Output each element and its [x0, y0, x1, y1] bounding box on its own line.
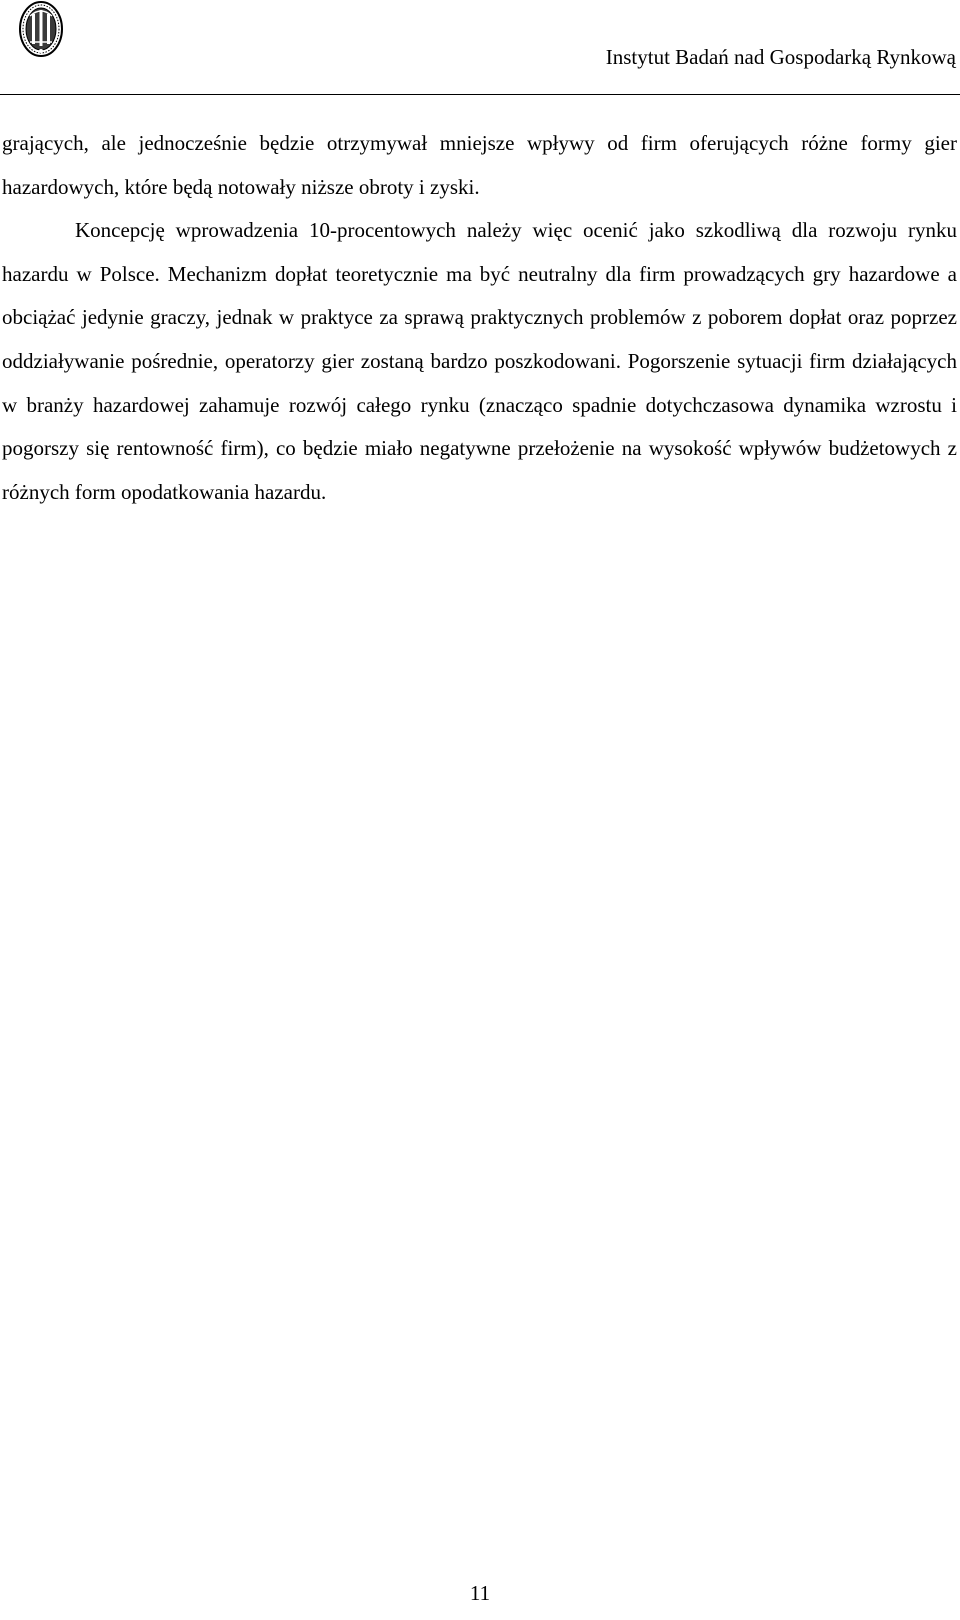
paragraph: grających, ale jednocześnie będzie otrzymywał mniejsze wpływy od firm oferujących różne formy gier hazardowych, które będą notowały niższe obroty i zyski.	[2, 131, 957, 199]
institute-emblem-icon	[18, 0, 64, 62]
page-number: 11	[469, 1581, 491, 1605]
header-divider	[0, 94, 960, 95]
page-header	[0, 0, 960, 96]
main-text	[2, 122, 957, 514]
institute-name: Instytut Badań nad Gospodarką Rynkową	[605, 45, 956, 69]
paragraph: Koncepcję wprowadzenia 10-procentowych należy więc ocenić jako szkodliwą dla rozwoju rynku hazardu w Polsce. Mechanizm dopłat teoretycznie ma być neutralny dla firm prowadzących gry hazardowe a obciążać jedynie graczy, jednak w praktyce za sprawą praktycznych problemów z poborem dopłat oraz poprzez oddziaływanie pośrednie, operatorzy gier zostaną bardzo poszkodowani. Pogorszenie sytuacji firm działających w branży hazardowej zahamuje rozwój całego rynku (znacząco spadnie dotychczasowa dynamika wzrostu i pogorszy się rentowność firm), co będzie miało negatywne przełożenie na wysokość wpływów budżetowych z różnych form opodatkowania hazardu.	[2, 218, 957, 504]
